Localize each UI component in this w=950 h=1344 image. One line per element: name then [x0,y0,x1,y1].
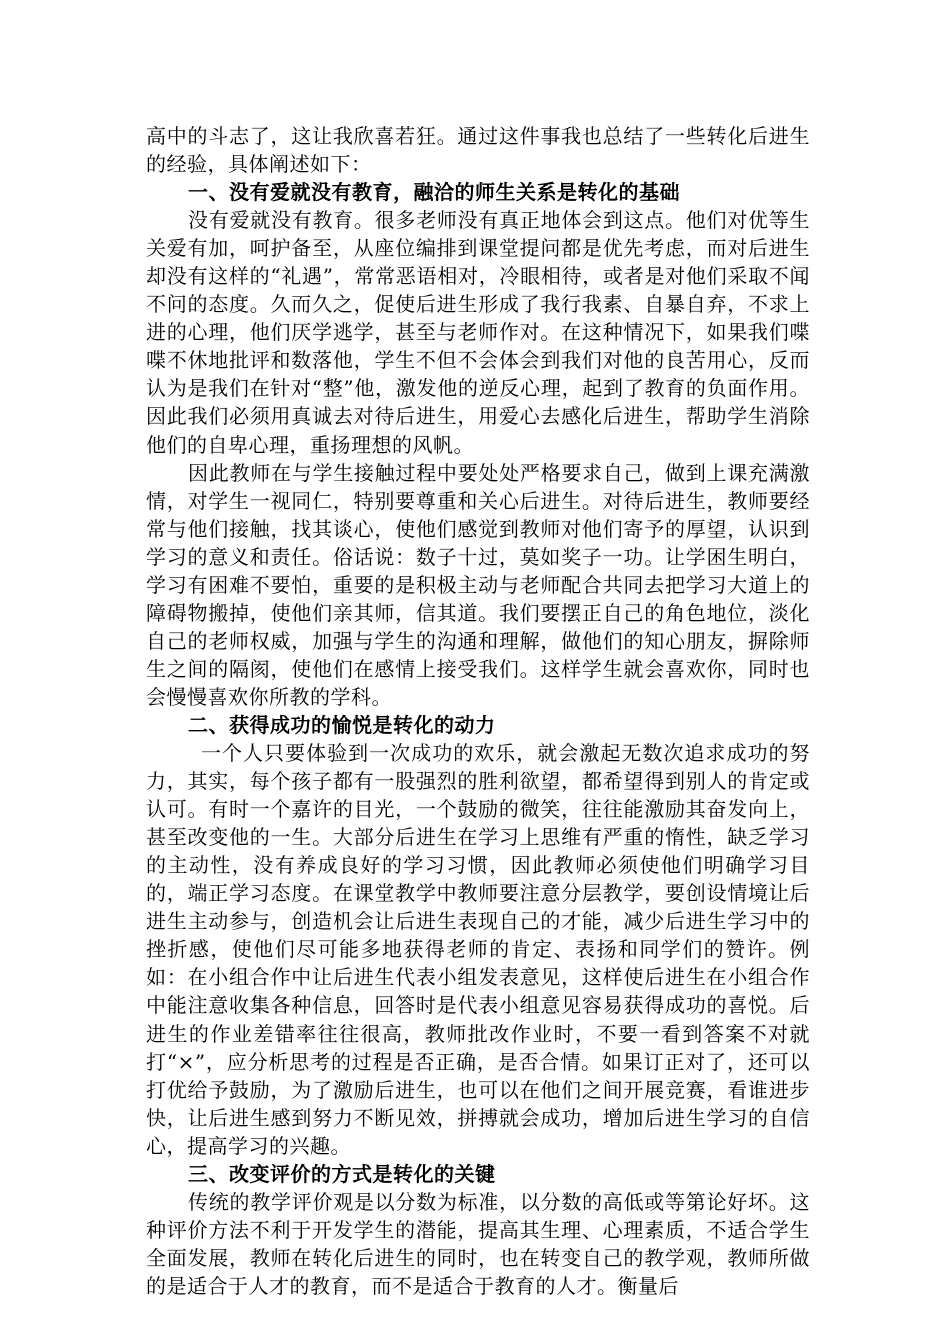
section-heading-1: 一、没有爱就没有教育，融洽的师生关系是转化的基础 [188,180,680,205]
paragraph-intro-continuation: 高中的斗志了，这让我欣喜若狂。通过这件事我也总结了一些转化后进生的经验，具体阐述如下： [146,124,810,177]
paragraph-section-1-b: 因此教师在与学生接触过程中要处处严格要求自己，做到上课充满激情，对学生一视同仁，特别要尊重和关心后进生。对待后进生，教师要经常与他们接触，找其谈心，使他们感觉到教师对他们寄予的厚望，认识到学习的意义和责任。俗话说：数子十过，莫如奖子一功。让学困生明白，学习有困难不要怕，重要的是积极主动与老师配合共同去把学习大道上的障碍物搬掉，使他们亲其师，信其道。我们要摆正自己的角色地位，淡化自己的老师权威，加强与学生的沟通和理解，做他们的知心朋友，摒除师生之间的隔阂，使他们在感情上接受我们。这样学生就会喜欢你，同时也会慢慢喜欢你所教的学科。 [146,460,810,709]
section-heading-3: 三、改变评价的方式是转化的关键 [188,1161,496,1186]
paragraph-section-1-a: 没有爱就没有教育。很多老师没有真正地体会到这点。他们对优等生关爱有加，呵护备至，从座位编排到课堂提问都是优先考虑，而对后进生却没有这样的“礼遇”，常常恶语相对，冷眼相待，或者是对他们采取不闻不问的态度。久而久之，促使后进生形成了我行我素、自暴自弃，不求上进的心理，他们厌学逃学，甚至与老师作对。在这种情况下，如果我们喋喋不休地批评和数落他，学生不但不会体会到我们对他的良苦用心，反而认为是我们在针对“整”他，激发他的逆反心理，起到了教育的负面作用。因此我们必须用真诚去对待后进生，用爱心去感化后进生，帮助学生消除他们的自卑心理，重扬理想的风帆。 [146,208,810,457]
paragraph-section-3: 传统的教学评价观是以分数为标准，以分数的高低或等第论好坏。这种评价方法不利于开发学生的潜能，提高其生理、心理素质，不适合学生全面发展，教师在转化后进生的同时，也在转变自己的教学观，教师所做的是适合于人才的教育，而不是适合于教育的人才。衡量后 [146,1189,810,1298]
paragraph-section-2: 一个人只要体验到一次成功的欢乐，就会激起无数次追求成功的努力，其实，每个孩子都有一股强烈的胜利欲望，都希望得到别人的肯定或认可。有时一个嘉许的目光，一个鼓励的微笑，往往能激励其奋发向上，甚至改变他的一生。大部分后进生在学习上思维有严重的惰性，缺乏学习的主动性，没有养成良好的学习习惯，因此教师必须使他们明确学习目的，端正学习态度。在课堂教学中教师要注意分层教学，要创设情境让后进生主动参与，创造机会让后进生表现自己的才能，减少后进生学习中的挫折感，使他们尽可能多地获得老师的肯定、表扬和同学们的赞许。例如：在小组合作中让后进生代表小组发表意见，这样使后进生在小组合作中能注意收集各种信息，回答时是代表小组意见容易获得成功的喜悦。后进生的作业差错率往往很高，教师批改作业时，不要一看到答案不对就打“×”，应分析思考的过程是否正确，是否合情。如果订正对了，还可以打优给予鼓励，为了激励后进生，也可以在他们之间开展竞赛，看谁进步快，让后进生感到努力不断见效，拼搏就会成功，增加后进生学习的自信心，提高学习的兴趣。 [146,741,810,1158]
document-page [146,122,810,1300]
section-heading-2: 二、获得成功的愉悦是转化的动力 [188,712,496,737]
